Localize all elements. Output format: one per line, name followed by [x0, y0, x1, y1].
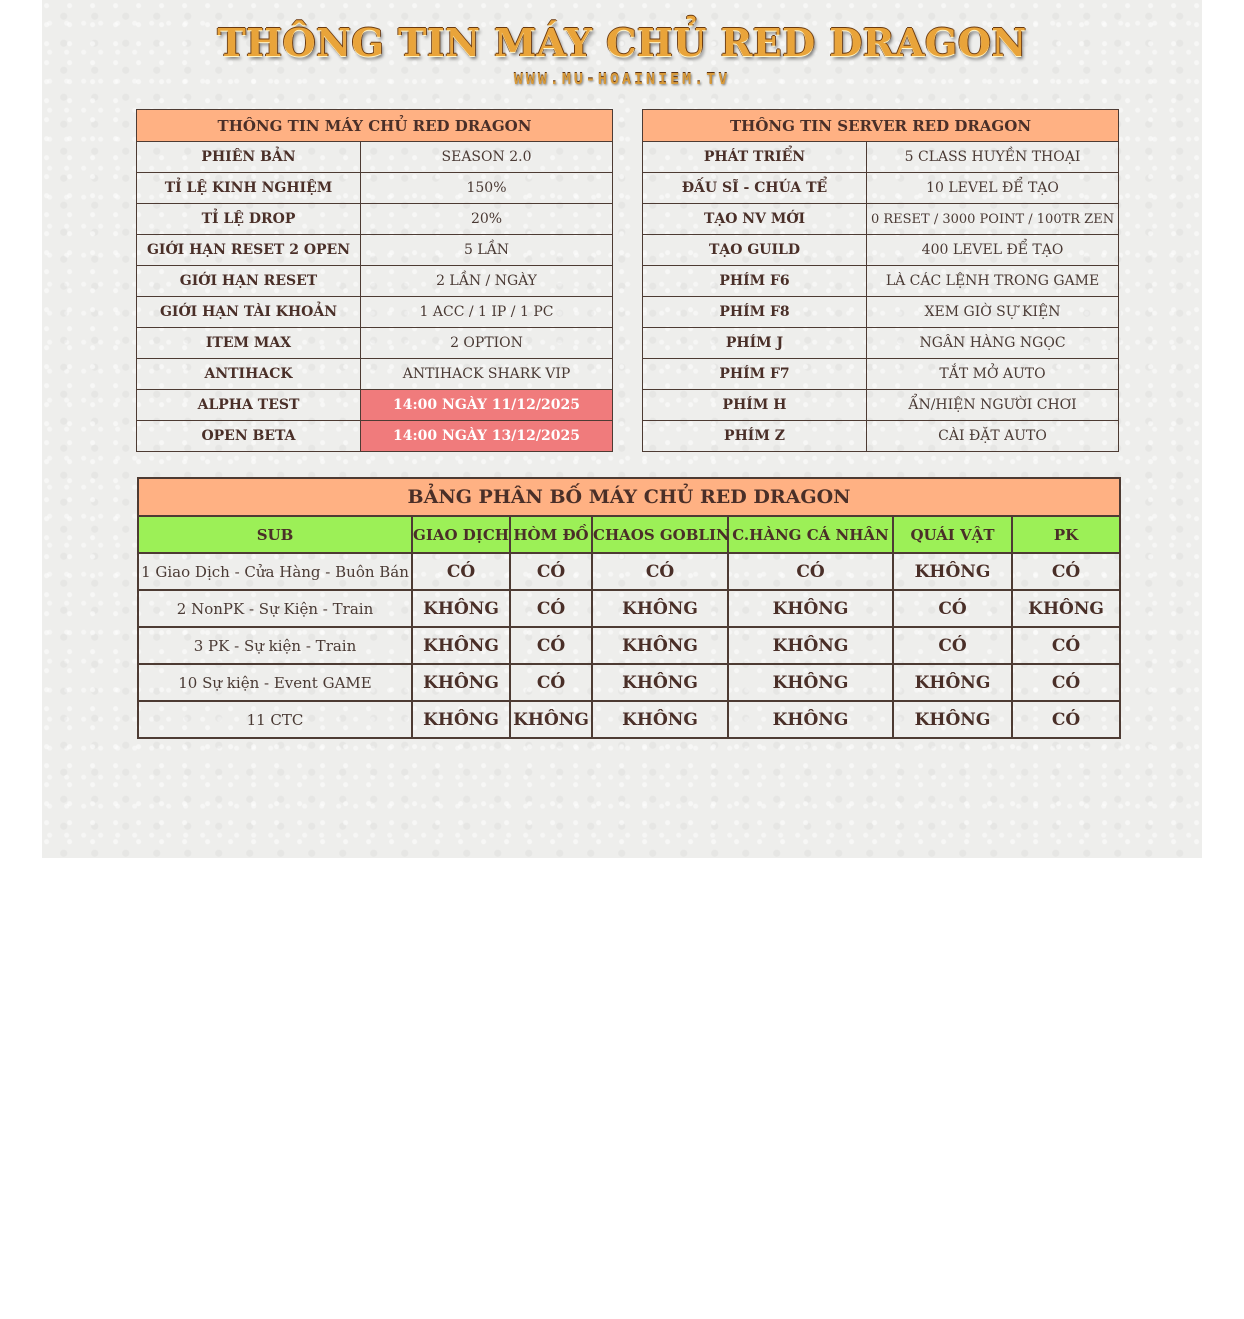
cell-value: KHÔNG: [412, 590, 510, 627]
row-value: 5 LẦN: [361, 235, 613, 266]
row-label: ITEM MAX: [137, 328, 361, 359]
cell-value: KHÔNG: [592, 701, 728, 738]
row-value: SEASON 2.0: [361, 142, 613, 173]
table-row: [643, 297, 1119, 328]
row-value: 150%: [361, 173, 613, 204]
table-row: [137, 421, 613, 452]
table-row: [643, 359, 1119, 390]
row-label: PHÍM H: [643, 390, 867, 421]
table-row: [643, 142, 1119, 173]
cell-value: CÓ: [510, 553, 592, 590]
row-label: PHÁT TRIỂN: [643, 142, 867, 173]
row-label: GIỚI HẠN RESET 2 OPEN: [137, 235, 361, 266]
distribution-title: BẢNG PHÂN BỐ MÁY CHỦ RED DRAGON: [138, 478, 1120, 516]
cell-value: CÓ: [893, 590, 1012, 627]
table-row: [138, 664, 1120, 701]
cell-value: CÓ: [728, 553, 893, 590]
row-value: 5 CLASS HUYỀN THOẠI: [867, 142, 1119, 173]
row-label: TỈ LỆ KINH NGHIỆM: [137, 173, 361, 204]
cell-value: CÓ: [1012, 627, 1120, 664]
row-label: PHÍM F8: [643, 297, 867, 328]
sub-name: 10 Sự kiện - Event GAME: [138, 664, 412, 701]
table-heading: THÔNG TIN MÁY CHỦ RED DRAGON: [137, 110, 613, 142]
table-row: [643, 204, 1119, 235]
table-heading-row: [137, 110, 613, 142]
table-row: [138, 590, 1120, 627]
row-value: ẨN/HIỆN NGƯỜI CHƠI: [867, 390, 1119, 421]
banner-title: THÔNG TIN MÁY CHỦ RED DRAGON: [217, 20, 1027, 65]
sub-name: 3 PK - Sự kiện - Train: [138, 627, 412, 664]
cell-value: KHÔNG: [728, 590, 893, 627]
row-label: GIỚI HẠN RESET: [137, 266, 361, 297]
column-header-pk: PK: [1012, 516, 1120, 553]
row-value: NGÂN HÀNG NGỌC: [867, 328, 1119, 359]
row-value: 400 LEVEL ĐỂ TẠO: [867, 235, 1119, 266]
cell-value: KHÔNG: [412, 701, 510, 738]
column-header-trade: GIAO DỊCH: [412, 516, 510, 553]
alpha-test-date: 14:00 NGÀY 11/12/2025: [361, 390, 613, 421]
cell-value: KHÔNG: [728, 701, 893, 738]
server-info-table: [136, 109, 613, 452]
cell-value: KHÔNG: [893, 664, 1012, 701]
row-value: TẮT MỞ AUTO: [867, 359, 1119, 390]
cell-value: CÓ: [1012, 701, 1120, 738]
cell-value: CÓ: [412, 553, 510, 590]
column-header-vault: HÒM ĐỒ: [510, 516, 592, 553]
cell-value: KHÔNG: [893, 701, 1012, 738]
row-label: PHÍM Z: [643, 421, 867, 452]
table-row: [643, 266, 1119, 297]
distribution-header-row: [138, 516, 1120, 553]
content-panel: [42, 0, 1202, 858]
banner: [42, 18, 1202, 88]
table-row: [138, 701, 1120, 738]
row-label: ALPHA TEST: [137, 390, 361, 421]
cell-value: KHÔNG: [412, 627, 510, 664]
table-heading: THÔNG TIN SERVER RED DRAGON: [643, 110, 1119, 142]
row-label: PHÍM F6: [643, 266, 867, 297]
cell-value: KHÔNG: [592, 590, 728, 627]
table-heading-row: [643, 110, 1119, 142]
table-row: [643, 235, 1119, 266]
row-label: TẠO GUILD: [643, 235, 867, 266]
column-header-sub: SUB: [138, 516, 412, 553]
table-row: [643, 173, 1119, 204]
row-value: 20%: [361, 204, 613, 235]
cell-value: KHÔNG: [592, 627, 728, 664]
row-value: 0 RESET / 3000 POINT / 100TR ZEN: [867, 204, 1119, 235]
cell-value: CÓ: [510, 664, 592, 701]
column-header-chaos-goblin: CHAOS GOBLIN: [592, 516, 728, 553]
table-row: [138, 553, 1120, 590]
table-row: [137, 173, 613, 204]
row-value: 2 LẦN / NGÀY: [361, 266, 613, 297]
cell-value: KHÔNG: [728, 627, 893, 664]
table-row: [643, 390, 1119, 421]
table-row: [137, 328, 613, 359]
cell-value: KHÔNG: [510, 701, 592, 738]
row-value: 1 ACC / 1 IP / 1 PC: [361, 297, 613, 328]
cell-value: KHÔNG: [1012, 590, 1120, 627]
row-value: XEM GIỜ SỰ KIỆN: [867, 297, 1119, 328]
table-row: [137, 390, 613, 421]
row-value: ANTIHACK SHARK VIP: [361, 359, 613, 390]
row-label: TẠO NV MỚI: [643, 204, 867, 235]
cell-value: CÓ: [1012, 664, 1120, 701]
cell-value: KHÔNG: [728, 664, 893, 701]
row-value: 2 OPTION: [361, 328, 613, 359]
table-row: [137, 359, 613, 390]
cell-value: KHÔNG: [412, 664, 510, 701]
row-label: PHÍM F7: [643, 359, 867, 390]
table-row: [137, 204, 613, 235]
cell-value: CÓ: [893, 627, 1012, 664]
table-row: [643, 328, 1119, 359]
server-settings-table: [642, 109, 1119, 452]
cell-value: CÓ: [510, 627, 592, 664]
table-row: [137, 142, 613, 173]
row-label: PHIÊN BẢN: [137, 142, 361, 173]
row-label: OPEN BETA: [137, 421, 361, 452]
sub-name: 1 Giao Dịch - Cửa Hàng - Buôn Bán: [138, 553, 412, 590]
cell-value: CÓ: [510, 590, 592, 627]
table-row: [137, 297, 613, 328]
table-row: [137, 235, 613, 266]
cell-value: CÓ: [1012, 553, 1120, 590]
open-beta-date: 14:00 NGÀY 13/12/2025: [361, 421, 613, 452]
row-label: TỈ LỆ DROP: [137, 204, 361, 235]
table-row: [643, 421, 1119, 452]
cell-value: CÓ: [592, 553, 728, 590]
sub-name: 11 CTC: [138, 701, 412, 738]
row-value: CÀI ĐẶT AUTO: [867, 421, 1119, 452]
distribution-caption-row: [138, 478, 1120, 516]
column-header-monsters: QUÁI VẬT: [893, 516, 1012, 553]
row-label: PHÍM J: [643, 328, 867, 359]
row-label: ANTIHACK: [137, 359, 361, 390]
table-row: [138, 627, 1120, 664]
cell-value: KHÔNG: [592, 664, 728, 701]
distribution-table: [137, 477, 1121, 739]
column-header-personal-shop: C.HÀNG CÁ NHÂN: [728, 516, 893, 553]
row-label: GIỚI HẠN TÀI KHOẢN: [137, 297, 361, 328]
row-value: 10 LEVEL ĐỂ TẠO: [867, 173, 1119, 204]
row-label: ĐẤU SĨ - CHÚA TỂ: [643, 173, 867, 204]
table-row: [137, 266, 613, 297]
row-value: LÀ CÁC LỆNH TRONG GAME: [867, 266, 1119, 297]
cell-value: KHÔNG: [893, 553, 1012, 590]
sub-name: 2 NonPK - Sự Kiện - Train: [138, 590, 412, 627]
banner-website: WWW.MU-HOAINIEM.TV: [513, 70, 731, 88]
